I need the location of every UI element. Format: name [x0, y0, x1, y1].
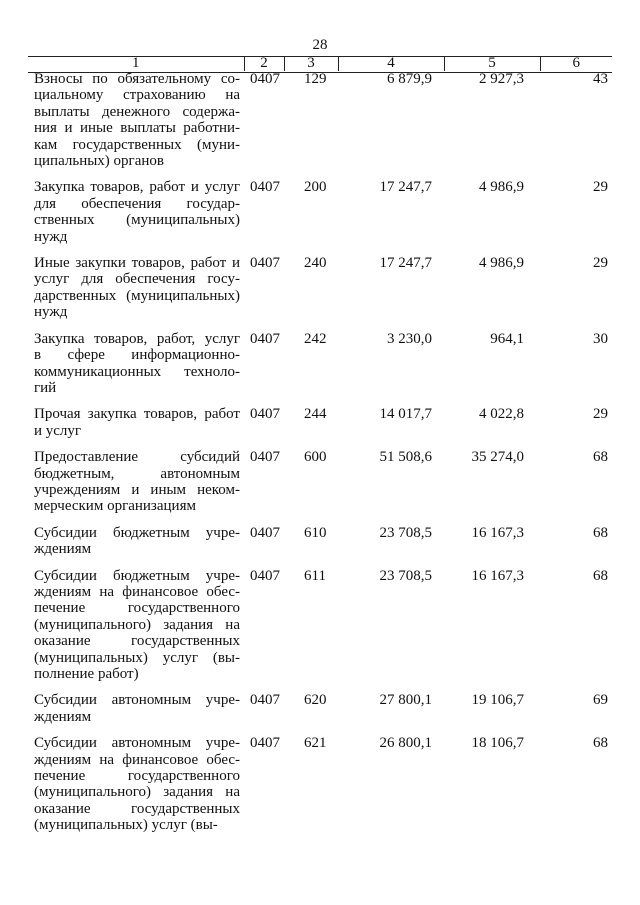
description-line: ждениям на финансовое обес-: [34, 751, 240, 768]
description-line: учреждениям и иным неком-: [34, 481, 240, 498]
row-description: [28, 568, 244, 683]
row-value-col5: 4 986,9: [479, 179, 524, 196]
description-line: ждениям: [34, 708, 92, 725]
row-spacer: [28, 515, 612, 525]
row-section-code: 0407: [250, 567, 280, 584]
row-description: [28, 179, 244, 245]
table-row: [28, 71, 612, 169]
header-col-3: 3: [284, 56, 338, 71]
row-value-col5: 16 167,3: [471, 524, 524, 541]
row-expense-type: 610: [304, 524, 327, 541]
row-value-col4: 17 247,7: [379, 179, 432, 196]
table-row: [28, 525, 612, 558]
header-col-6: 6: [540, 56, 612, 71]
table-row: [28, 255, 612, 321]
row-spacer-cell: [28, 725, 612, 735]
row-section-code: 0407: [250, 735, 280, 752]
row-value-col6: 29: [593, 406, 608, 423]
description-line: печение государственного: [34, 768, 240, 785]
budget-table: [28, 56, 612, 834]
description-line: печение государственного: [34, 600, 240, 617]
row-value-col4: 14 017,7: [379, 406, 432, 423]
row-value-col6: 43: [593, 71, 608, 87]
row-value-col6: 68: [593, 449, 608, 466]
row-value-col4: 23 708,5: [379, 567, 432, 584]
description-line: Предоставление субсидий: [34, 449, 240, 466]
row-section-code: 0407: [250, 330, 280, 347]
header-col-4: 4: [338, 56, 444, 71]
description-line: ния и иные выплаты работни-: [34, 120, 240, 137]
description-line: оказание государственных: [34, 800, 240, 817]
row-value-col4: 6 879,9: [387, 71, 432, 87]
description-line: в сфере информационно-: [34, 347, 240, 364]
description-line: ждениям на финансовое обес-: [34, 583, 240, 600]
description-line: (муниципальных) услуг (вы-: [34, 649, 240, 666]
table-header: [28, 56, 612, 71]
description-line: полнение работ): [34, 666, 139, 682]
page-number: 28: [312, 37, 328, 53]
description-line: Субсидии автономным учре-: [34, 735, 240, 752]
row-value-col4: 26 800,1: [379, 735, 432, 752]
row-expense-type: 129: [304, 71, 327, 87]
row-description: [28, 692, 244, 725]
row-description: [28, 406, 244, 439]
table-row: [28, 331, 612, 397]
row-value-col5: 964,1: [490, 330, 524, 347]
description-line: для обеспечения государ-: [34, 195, 240, 212]
header-col-5: 5: [444, 56, 540, 71]
row-description: [28, 331, 244, 397]
table-row: [28, 735, 612, 833]
row-spacer: [28, 321, 612, 331]
row-section-code: 0407: [250, 524, 280, 541]
description-line: нужд: [34, 304, 68, 321]
description-line: Субсидии бюджетным учре-: [34, 567, 240, 584]
row-expense-type: 244: [304, 406, 327, 423]
description-line: услуг для обеспечения госу-: [34, 271, 240, 288]
description-line: оказание государственных: [34, 633, 240, 650]
row-value-col5: 4 986,9: [479, 255, 524, 272]
description-line: дарственных (муниципальных): [34, 287, 240, 304]
header-col-1: 1: [132, 55, 140, 71]
description-line: циальному страхованию на: [34, 87, 240, 104]
row-section-code: 0407: [250, 692, 280, 709]
row-value-col5: 35 274,0: [471, 449, 524, 466]
description-line: кам государственных (муни-: [34, 136, 240, 153]
row-expense-type: 611: [304, 567, 326, 584]
row-value-col6: 29: [593, 179, 608, 196]
row-value-col4: 3 230,0: [387, 330, 432, 347]
row-expense-type: 240: [304, 255, 327, 272]
description-line: Закупка товаров, работ, услуг: [34, 330, 240, 347]
description-line: нужд: [34, 228, 68, 245]
row-spacer: [28, 682, 612, 692]
description-line: бюджетным, автономным: [34, 465, 240, 482]
row-spacer-cell: [28, 169, 612, 179]
description-line: (муниципального) задания на: [34, 616, 240, 633]
description-line: Иные закупки товаров, работ и: [34, 255, 240, 272]
row-expense-type: 600: [304, 449, 327, 466]
row-spacer-cell: [28, 245, 612, 255]
header-rule-top: [28, 56, 612, 57]
row-description: [28, 71, 244, 169]
description-line: Субсидии бюджетным учре-: [34, 524, 240, 541]
row-spacer-cell: [28, 439, 612, 449]
row-value-col6: 30: [593, 330, 608, 347]
row-value-col6: 29: [593, 255, 608, 272]
table-row: [28, 568, 612, 683]
table-row: [28, 692, 612, 725]
row-expense-type: 621: [304, 735, 327, 752]
row-value-col6: 68: [593, 524, 608, 541]
row-value-col4: 27 800,1: [379, 692, 432, 709]
table-row: [28, 406, 612, 439]
row-spacer-cell: [28, 682, 612, 692]
row-expense-type: 200: [304, 179, 327, 196]
header-rule-bottom: [28, 72, 612, 73]
table-row: [28, 179, 612, 245]
row-spacer-cell: [28, 558, 612, 568]
table-body: [28, 71, 612, 834]
description-line: (муниципального) задания на: [34, 784, 240, 801]
description-line: и услуг: [34, 422, 82, 439]
row-value-col5: 16 167,3: [471, 567, 524, 584]
description-line: Субсидии автономным учре-: [34, 692, 240, 709]
row-value-col5: 19 106,7: [471, 692, 524, 709]
description-line: ждениям: [34, 541, 92, 558]
description-line: ципальных) органов: [34, 153, 164, 170]
row-expense-type: 620: [304, 692, 327, 709]
description-line: Взносы по обязательному со-: [34, 71, 240, 87]
description-line: Прочая закупка товаров, работ: [34, 406, 240, 423]
row-description: [28, 735, 244, 833]
row-section-code: 0407: [250, 449, 280, 466]
row-value-col6: 68: [593, 567, 608, 584]
row-section-code: 0407: [250, 179, 280, 196]
row-value-col6: 69: [593, 692, 608, 709]
description-line: выплаты денежного содержа-: [34, 103, 240, 120]
description-line: Закупка товаров, работ и услуг: [34, 179, 240, 196]
row-spacer-cell: [28, 321, 612, 331]
description-line: ственных (муниципальных): [34, 212, 240, 229]
row-expense-type: 242: [304, 330, 327, 347]
row-spacer: [28, 169, 612, 179]
row-value-col5: 18 106,7: [471, 735, 524, 752]
row-spacer-cell: [28, 396, 612, 406]
row-description: [28, 255, 244, 321]
description-line: (муниципальных) услуг (вы-: [34, 817, 218, 834]
row-value-col6: 68: [593, 735, 608, 752]
table-row: [28, 449, 612, 515]
row-section-code: 0407: [250, 406, 280, 423]
description-line: мерческим организациям: [34, 498, 196, 515]
row-value-col4: 51 508,6: [379, 449, 432, 466]
description-line: гий: [34, 379, 57, 396]
row-spacer: [28, 725, 612, 735]
row-spacer: [28, 558, 612, 568]
row-value-col4: 23 708,5: [379, 524, 432, 541]
row-spacer: [28, 245, 612, 255]
row-value-col4: 17 247,7: [379, 255, 432, 272]
description-line: коммуникационных техноло-: [34, 363, 240, 380]
header-col-2: 2: [244, 56, 284, 71]
row-spacer-cell: [28, 515, 612, 525]
header-row: [28, 56, 612, 71]
row-spacer: [28, 396, 612, 406]
row-section-code: 0407: [250, 71, 280, 87]
row-spacer: [28, 439, 612, 449]
row-description: [28, 525, 244, 558]
row-value-col5: 2 927,3: [479, 71, 524, 87]
row-description: [28, 449, 244, 515]
row-value-col5: 4 022,8: [479, 406, 524, 423]
row-section-code: 0407: [250, 255, 280, 272]
